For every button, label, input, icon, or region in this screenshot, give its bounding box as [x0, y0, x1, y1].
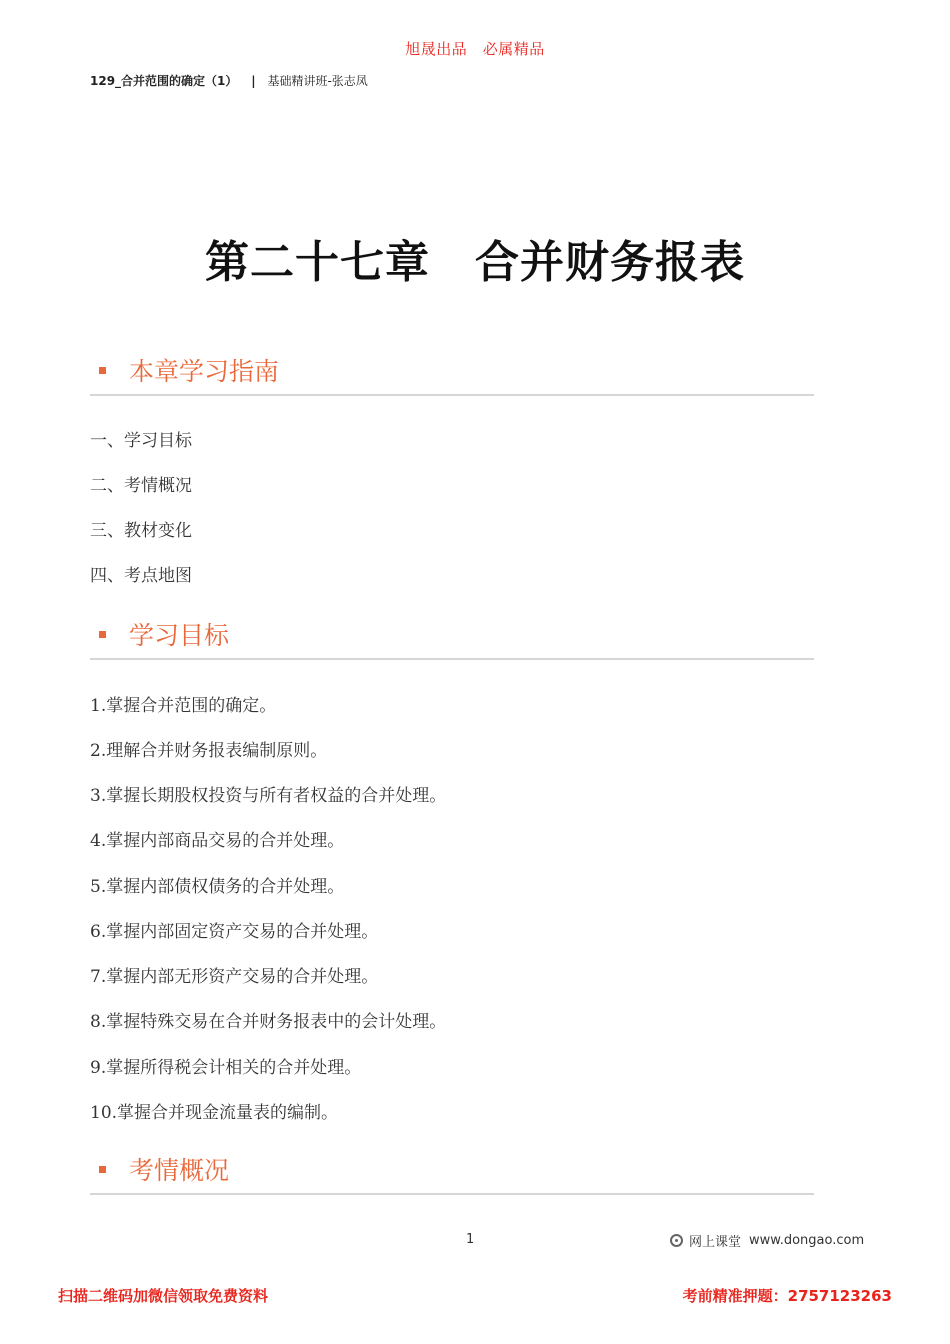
section-title: 考情概况: [129, 1156, 230, 1185]
brand-logo-icon: [670, 1234, 683, 1247]
lesson-title: 129_合并范围的确定（1）: [90, 74, 238, 88]
guide-item: 四、考点地图: [90, 566, 192, 586]
objective-item: 5.掌握内部债权债务的合并处理。: [90, 877, 345, 897]
guide-item: 三、教材变化: [90, 521, 192, 541]
section-exam-overview: [90, 1151, 814, 1195]
section-guide: [90, 352, 814, 396]
objective-item: 10.掌握合并现金流量表的编制。: [90, 1103, 339, 1123]
section-heading: [90, 352, 814, 396]
section-heading: [90, 1151, 814, 1195]
chapter-title: 第二十七章 合并财务报表: [205, 237, 745, 288]
section-title: 本章学习指南: [129, 357, 280, 386]
document-header: [90, 72, 368, 89]
square-bullet-icon: [99, 631, 106, 638]
course-name: 基础精讲班-张志凤: [267, 74, 368, 88]
square-bullet-icon: [99, 1166, 106, 1173]
brand-website: www.dongao.com: [749, 1233, 865, 1248]
objective-item: 9.掌握所得税会计相关的合并处理。: [90, 1058, 362, 1078]
objective-item: 8.掌握特殊交易在合并财务报表中的会计处理。: [90, 1012, 447, 1032]
top-banner: 旭晟出品 必属精品: [405, 40, 545, 58]
objective-item: 6.掌握内部固定资产交易的合并处理。: [90, 922, 379, 942]
objective-item: 1.掌握合并范围的确定。: [90, 696, 277, 716]
footer-promo-left: 扫描二维码加微信领取免费资料: [58, 1287, 269, 1305]
section-heading: [90, 616, 814, 660]
header-separator: |: [251, 74, 256, 88]
section-title: 学习目标: [129, 621, 230, 650]
objective-item: 2.理解合并财务报表编制原则。: [90, 741, 328, 761]
guide-item: 二、考情概况: [90, 476, 192, 496]
square-bullet-icon: [99, 367, 106, 374]
objective-item: 4.掌握内部商品交易的合并处理。: [90, 831, 345, 851]
brand-name: 网上课堂: [689, 1235, 742, 1250]
footer-promo-right: 考前精准押题：2757123263: [682, 1287, 892, 1305]
brand-footer: [670, 1231, 864, 1250]
objective-item: 7.掌握内部无形资产交易的合并处理。: [90, 967, 379, 987]
objective-item: 3.掌握长期股权投资与所有者权益的合并处理。: [90, 786, 447, 806]
page-number: 1: [466, 1232, 475, 1247]
guide-item: 一、学习目标: [90, 431, 192, 451]
section-objectives: [90, 616, 814, 660]
